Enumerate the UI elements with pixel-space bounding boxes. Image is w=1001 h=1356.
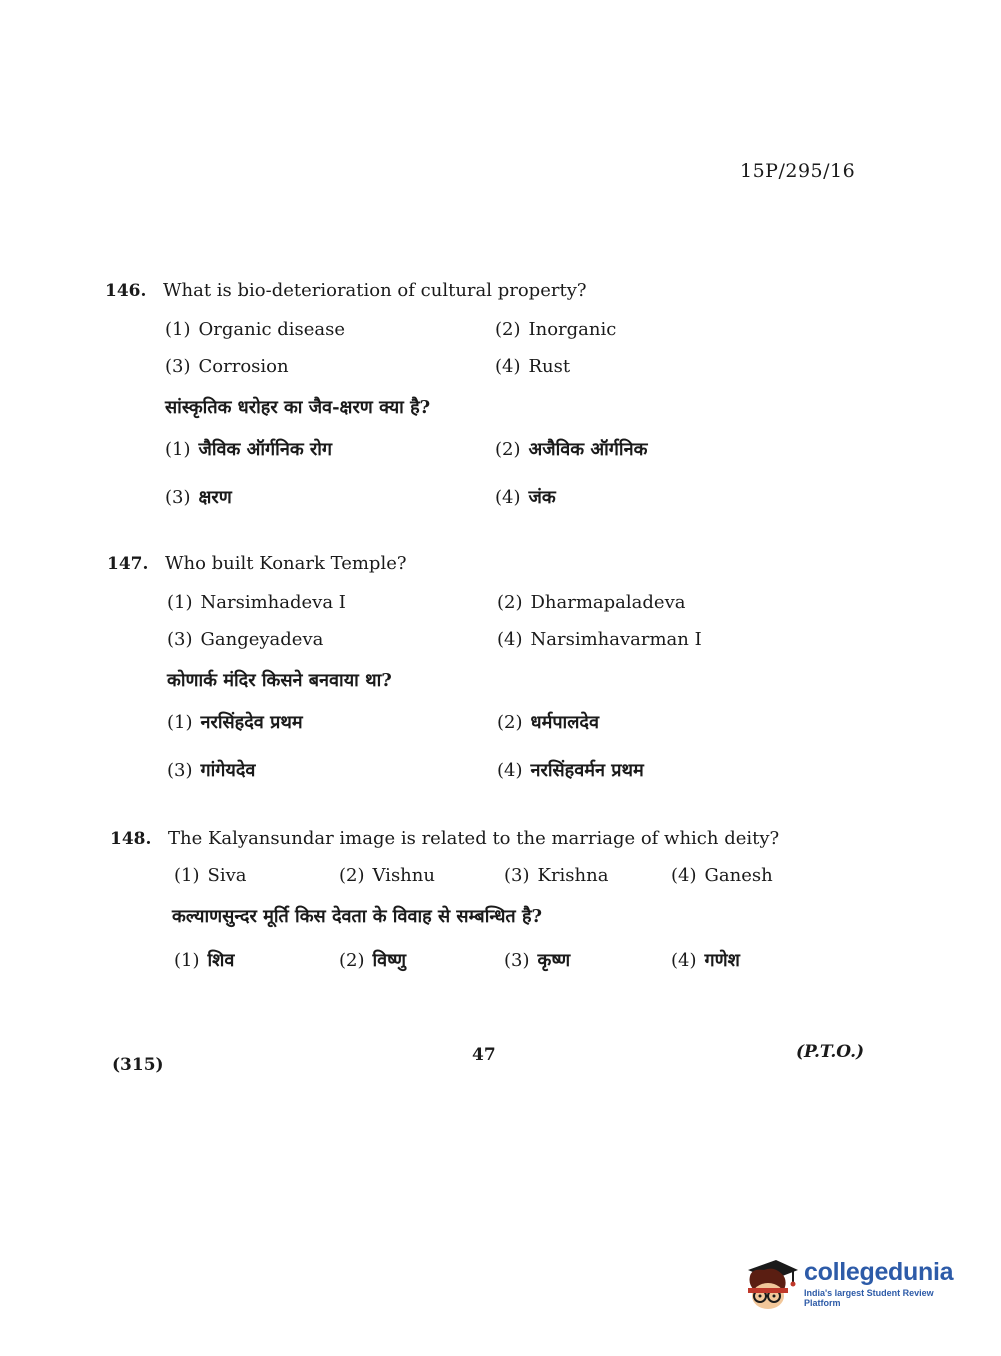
question-text-en: The Kalyansundar image is related to the marriage of which deity? xyxy=(168,828,780,849)
option-1-hi: (1) नरसिंहदेव प्रथम xyxy=(167,712,303,733)
question-text-hi: कल्याणसुन्दर मूर्ति किस देवता के विवाह से सम्बन्धित है? xyxy=(172,906,543,927)
option-4: (4) Ganesh xyxy=(671,865,773,886)
page-number: 47 xyxy=(472,1045,496,1065)
question-number: 146. xyxy=(105,281,147,301)
question-text-en: What is bio-deterioration of cultural property? xyxy=(163,280,587,301)
question-number: 147. xyxy=(107,554,149,574)
option-4-hi: (4) नरसिंहवर्मन प्रथम xyxy=(497,760,644,781)
options-hi xyxy=(167,710,807,782)
option-1-hi: (1) जैविक ऑर्गनिक रोग xyxy=(165,439,333,460)
option-3: (3) Gangeyadeva xyxy=(167,629,324,650)
option-1: (1) Narsimhadeva I xyxy=(167,592,346,613)
option-1: (1) Siva xyxy=(174,865,247,886)
option-2-hi: (2) अजैविक ऑर्गनिक xyxy=(495,439,648,460)
option-2-hi: (2) धर्मपालदेव xyxy=(497,712,599,733)
logo-tagline: India's largest Student Review Platform xyxy=(804,1288,934,1308)
option-2: (2) Inorganic xyxy=(495,319,617,340)
option-2-hi: (2) विष्णु xyxy=(339,950,406,971)
collegedunia-mascot-icon xyxy=(742,1254,800,1312)
options-en xyxy=(174,865,810,886)
option-4-hi: (4) जंक xyxy=(495,487,556,508)
options-hi xyxy=(165,437,805,509)
options-en xyxy=(165,319,805,377)
question-text-hi: कोणार्क मंदिर किसने बनवाया था? xyxy=(167,670,392,691)
option-4: (4) Rust xyxy=(495,356,571,377)
pto-label: (P.T.O.) xyxy=(796,1042,865,1062)
collegedunia-watermark xyxy=(742,1252,972,1314)
option-1: (1) Organic disease xyxy=(165,319,346,340)
question-148 xyxy=(110,828,810,972)
options-en xyxy=(167,592,807,650)
question-146 xyxy=(105,280,805,509)
option-2: (2) Dharmapaladeva xyxy=(497,592,686,613)
option-3-hi: (3) गांगेयदेव xyxy=(167,760,256,781)
question-text-en: Who built Konark Temple? xyxy=(165,553,407,574)
paper-code: 15P/295/16 xyxy=(740,160,856,182)
footer-code: (315) xyxy=(112,1055,164,1075)
option-3: (3) Corrosion xyxy=(165,356,289,377)
option-4: (4) Narsimhavarman I xyxy=(497,629,702,650)
logo-name: collegedunia xyxy=(804,1258,954,1286)
option-3-hi: (3) कृष्ण xyxy=(504,950,571,971)
option-1-hi: (1) शिव xyxy=(174,950,235,971)
option-3: (3) Krishna xyxy=(504,865,609,886)
question-text-hi: सांस्कृतिक धरोहर का जैव-क्षरण क्या है? xyxy=(165,397,431,418)
option-4-hi: (4) गणेश xyxy=(671,950,740,971)
question-number: 148. xyxy=(110,829,152,849)
option-3-hi: (3) क्षरण xyxy=(165,487,232,508)
option-2: (2) Vishnu xyxy=(339,865,435,886)
options-hi xyxy=(174,948,810,972)
question-147 xyxy=(107,553,807,782)
